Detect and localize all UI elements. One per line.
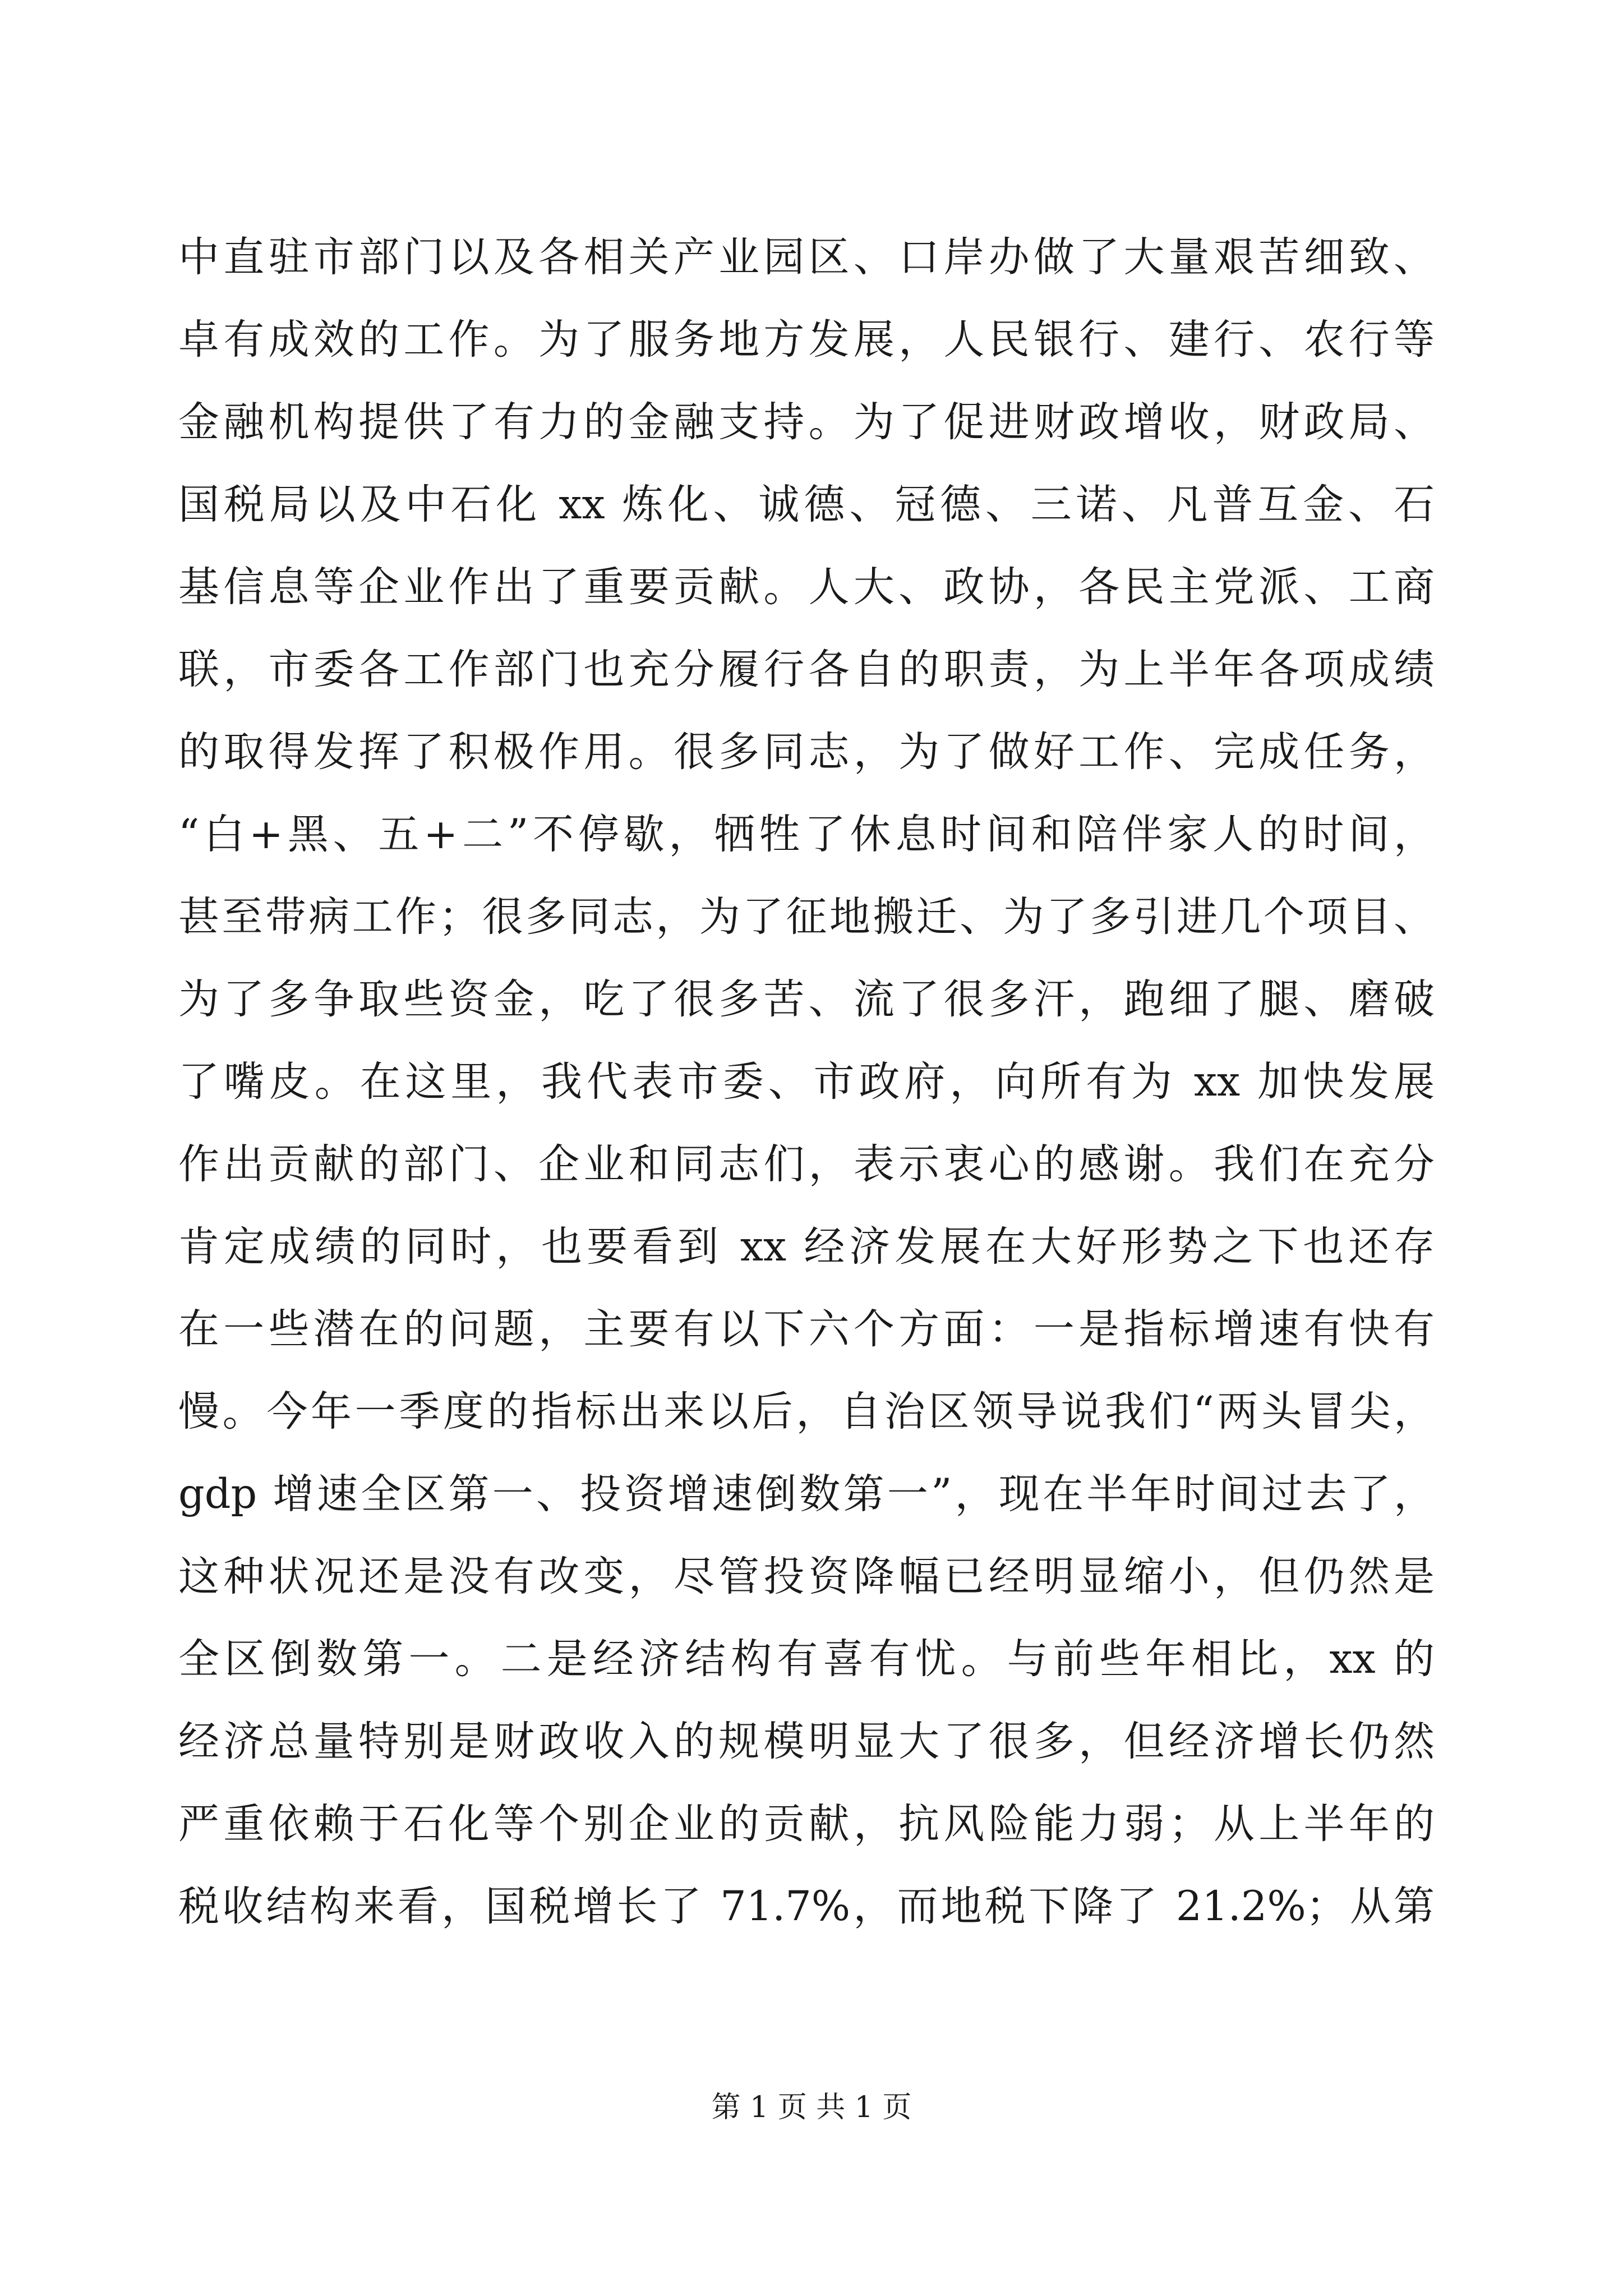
text-line: 税收结构来看，国税增长了 71.7%，而地税下降了 21.2%；从第 [178,1883,1435,1930]
text-line: 慢。今年一季度的指标出来以后，自治区领导说我们“两头冒尖， [178,1388,1435,1435]
text-line: 在一些潜在的问题，主要有以下六个方面：一是指标增速有快有 [178,1305,1435,1353]
text-line: 这种状况还是没有改变，尽管投资降幅已经明显缩小，但仍然是 [178,1553,1435,1600]
text-line: 全区倒数第一。二是经济结构有喜有忧。与前些年相比，xx 的 [178,1635,1435,1683]
text-line: 金融机构提供了有力的金融支持。为了促进财政增收，财政局、 [178,398,1435,446]
text-line: 甚至带病工作；很多同志，为了征地搬迁、为了多引进几个项目、 [178,893,1435,941]
text-line: 国税局以及中石化 xx 炼化、诚德、冠德、三诺、凡普互金、石 [178,481,1435,528]
text-line: 卓有成效的工作。为了服务地方发展，人民银行、建行、农行等 [178,316,1435,364]
text-line: 肯定成绩的同时，也要看到 xx 经济发展在大好形势之下也还存 [178,1223,1435,1271]
text-line: 为了多争取些资金，吃了很多苦、流了很多汗，跑细了腿、磨破 [178,976,1435,1023]
text-line: 严重依赖于石化等个别企业的贡献，抗风险能力弱；从上半年的 [178,1800,1435,1848]
text-line: 的取得发挥了积极作用。很多同志，为了做好工作、完成任务， [178,728,1435,776]
text-line: 联，市委各工作部门也充分履行各自的职责，为上半年各项成绩 [178,646,1435,693]
text-line: 经济总量特别是财政收入的规模明显大了很多，但经济增长仍然 [178,1718,1435,1765]
text-line: 了嘴皮。在这里，我代表市委、市政府，向所有为 xx 加快发展 [178,1058,1435,1106]
text-line: gdp 增速全区第一、投资增速倒数第一”，现在半年时间过去了， [178,1470,1435,1518]
page-number-footer: 第 1 页 共 1 页 [711,2091,912,2124]
text-line: 作出贡献的部门、企业和同志们，表示衷心的感谢。我们在充分 [178,1140,1435,1188]
text-line: 基信息等企业作出了重要贡献。人大、政协，各民主党派、工商 [178,563,1435,611]
text-line: 中直驻市部门以及各相关产业园区、口岸办做了大量艰苦细致、 [178,233,1435,281]
text-line: “白+黑、五+二”不停歇，牺牲了休息时间和陪伴家人的时间， [178,811,1435,858]
body-paragraph [178,216,1435,1948]
